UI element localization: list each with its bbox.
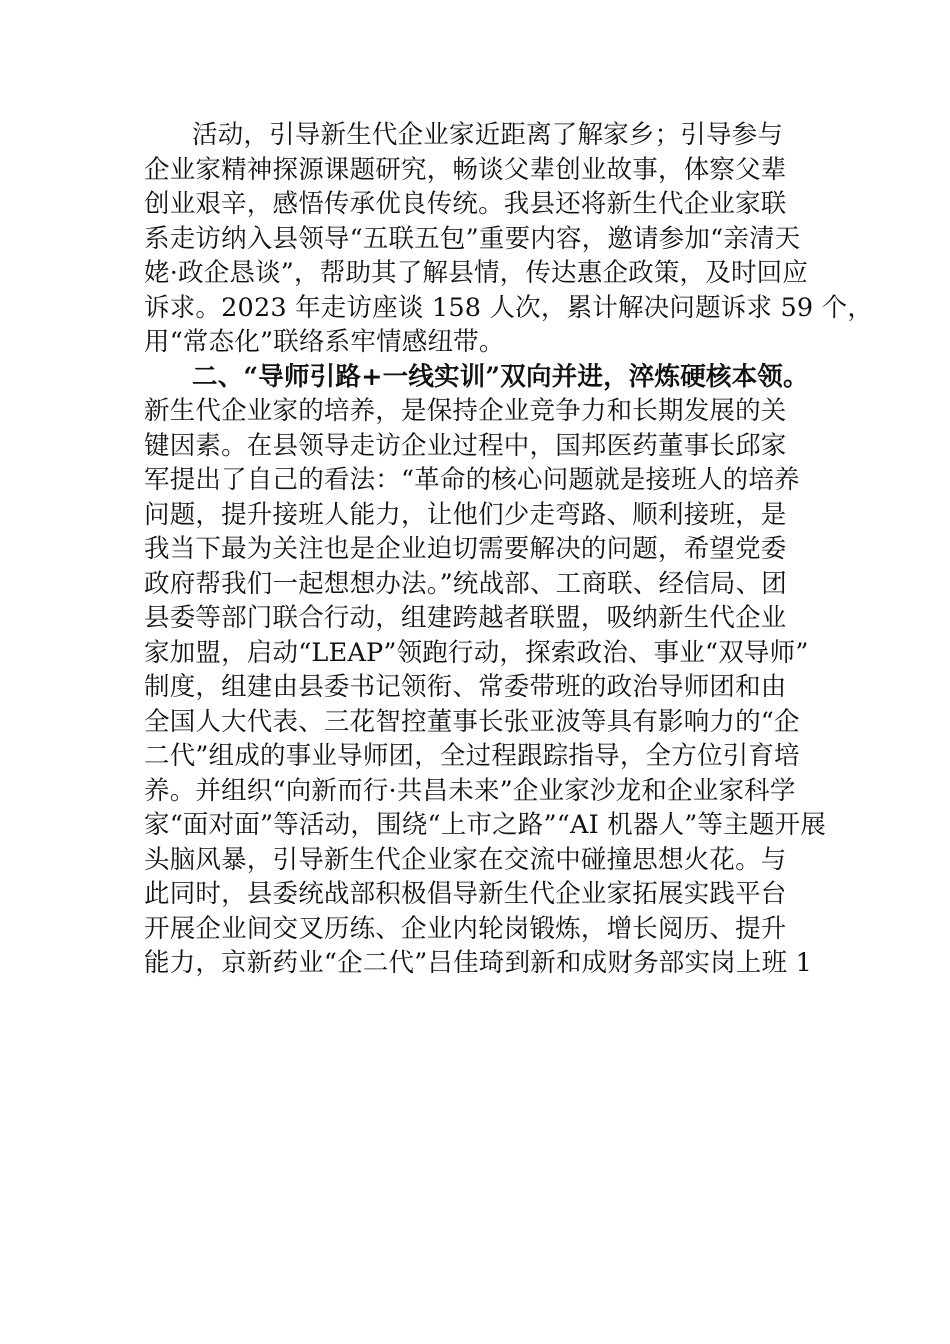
paragraph-line: 政府帮我们一起想想办法。”统战部、工商联、经信局、团 [144,568,787,599]
paragraph-line: 家加盟，启动“LEAP”领跑行动，探索政治、事业“双导师” [144,637,809,668]
paragraph-line: 用“常态化”联络系牢情感纽带。 [144,327,505,357]
paragraph-line: 县委等部门联合行动，组建跨越者联盟，吸纳新生代企业 [144,603,787,633]
paragraph-line: 家“面对面”等活动，围绕“上市之路”“AI 机器人”等主题开展 [144,810,827,840]
paragraph-line: 开展企业间交叉历练、企业内轮岗锻炼，增长阅历、提升 [144,913,787,944]
paragraph-line: 头脑风暴，引导新生代企业家在交流中碰撞思想火花。与 [144,844,787,875]
paragraph-line: 活动，引导新生代企业家近距离了解家乡；引导参与 [192,120,784,150]
section-heading: 二、“导师引路+一线实训”双向并进，淬炼硬核本领。 [192,361,809,392]
paragraph-line: 问题，提升接班人能力，让他们少走弯路、顺利接班，是 [144,499,787,530]
paragraph-line: 企业家精神探源课题研究，畅谈父辈创业故事，体察父辈 [144,154,787,185]
paragraph-line: 此同时，县委统战部积极倡导新生代企业家拓展实践平台 [144,879,787,909]
paragraph-line: 新生代企业家的培养，是保持企业竞争力和长期发展的关 [144,396,787,426]
paragraph-line: 军提出了自己的看法：“革命的核心问题就是接班人的培养 [144,465,800,495]
paragraph-line: 我当下最为关注也是企业迫切需要解决的问题，希望党委 [144,534,787,564]
paragraph-line: 姥·政企恳谈”，帮助其了解县情，传达惠企政策，及时回应 [144,258,809,288]
paragraph-line: 制度，组建由县委书记领衔、常委带班的政治导师团和由 [144,672,787,702]
paragraph-line: 诉求。2023 年走访座谈 158 人次，累计解决问题诉求 59 个， [144,292,874,323]
paragraph-line: 养。并组织“向新而行·共昌未来”企业家沙龙和企业家科学 [144,775,796,806]
paragraph-line: 键因素。在县领导走访企业过程中，国邦医药董事长邱家 [144,430,787,461]
body-text [144,118,874,981]
paragraph-line: 创业艰辛，感悟传承优良传统。我县还将新生代企业家联 [144,189,787,219]
paragraph-line: 全国人大代表、三花智控董事长张亚波等具有影响力的“企 [144,706,800,737]
paragraph-line: 二代”组成的事业导师团，全过程跟踪指导，全方位引育培 [144,741,800,771]
paragraph-line: 能力，京新药业“企二代”吕佳琦到新和成财务部实岗上班 1 [144,948,813,978]
paragraph-line: 系走访纳入县领导“五联五包”重要内容，邀请参加“亲清天 [144,223,801,254]
